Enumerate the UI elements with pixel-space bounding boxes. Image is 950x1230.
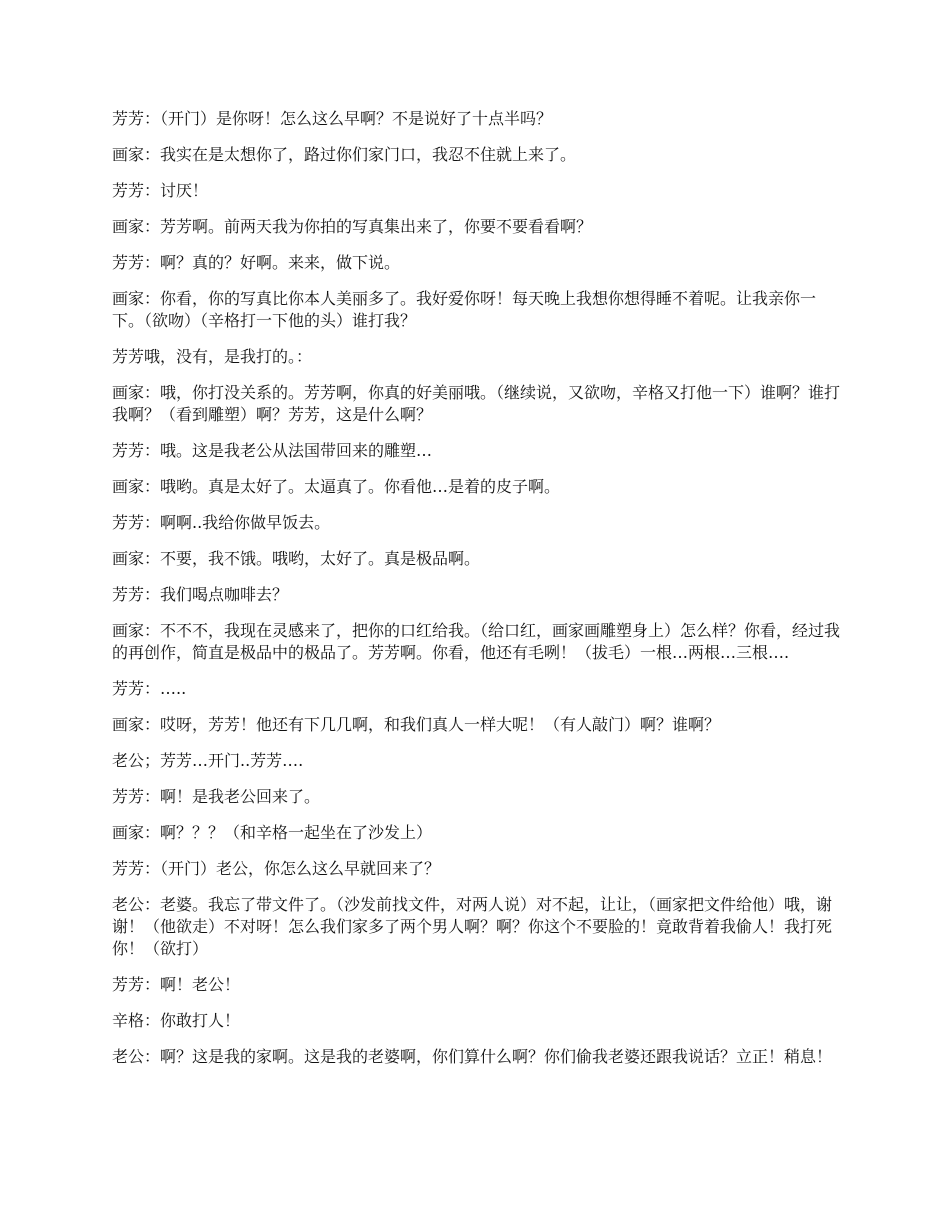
dialogue-line: 画家：哎呀，芳芳！他还有下几几啊，和我们真人一样大呢！（有人敲门）啊？谁啊？ <box>112 715 721 734</box>
dialogue-line: 画家：不不不，我现在灵感来了，把你的口红给我。（给口红，画家画雕塑身上）怎么样？你看，经过我的再创作，简直是极品中的极品了。芳芳啊。你看，他还有毛咧！（拔毛）一根…两根…三根…. <box>112 621 841 662</box>
dialogue-line: 芳芳：讨厌！ <box>112 181 209 200</box>
dialogue-line: 画家：哦，你打没关系的。芳芳啊，你真的好美丽哦。（继续说，又欲吻，辛格又打他一下）谁啊？谁打我啊？（看到雕塑）啊？芳芳，这是什么啊？ <box>112 383 841 424</box>
dialogue-line: 画家：芳芳啊。前两天我为你拍的写真集出来了，你要不要看看啊？ <box>112 217 593 236</box>
document-page <box>112 108 840 1082</box>
dialogue-line: 芳芳：哦。这是我老公从法国带回来的雕塑… <box>112 441 433 460</box>
dialogue-line: 芳芳：啊？真的？好啊。来来，做下说。 <box>112 253 401 272</box>
dialogue-line: 芳芳：（开门）老公，你怎么这么早就回来了？ <box>112 859 441 878</box>
dialogue-line: 芳芳：啊啊..我给你做早饭去。 <box>112 513 331 532</box>
dialogue-line: 辛格：你敢打人！ <box>112 1011 241 1030</box>
dialogue-line: 画家：啊？？？（和辛格一起坐在了沙发上） <box>112 823 433 842</box>
dialogue-line: 画家：哦哟。真是太好了。太逼真了。你看他…是着的皮子啊。 <box>112 477 561 496</box>
dialogue-line: 老公：老婆。我忘了带文件了。（沙发前找文件，对两人说）对不起，让让，（画家把文件给他）哦，谢谢！（他欲走）不对呀！怎么我们家多了两个男人啊？啊？你这个不要脸的！竟敢背着我偷人！我打死你！（欲打） <box>112 895 833 958</box>
dialogue-line: 芳芳：（开门）是你呀！怎么这么早啊？不是说好了十点半吗？ <box>112 109 553 128</box>
dialogue-line: 画家：不要，我不饿。哦哟，太好了。真是极品啊。 <box>112 549 481 568</box>
dialogue-line: 芳芳：….. <box>112 679 187 698</box>
dialogue-line: 画家：你看，你的写真比你本人美丽多了。我好爱你呀！每天晚上我想你想得睡不着呢。让我亲你一下。（欲吻）（辛格打一下他的头）谁打我？ <box>112 289 817 330</box>
dialogue-line: 老公：啊？这是我的家啊。这是我的老婆啊，你们算什么啊？你们偷我老婆还跟我说话？立正！稍息！ <box>112 1047 833 1066</box>
dialogue-line: 芳芳：啊！老公！ <box>112 975 241 994</box>
dialogue-line: 老公；芳芳…开门..芳芳…. <box>112 751 304 770</box>
dialogue-line: 芳芳：啊！是我老公回来了。 <box>112 787 321 806</box>
dialogue-line: 画家：我实在是太想你了，路过你们家门口，我忍不住就上来了。 <box>112 145 577 164</box>
dialogue-line: 芳芳哦，没有，是我打的。： <box>112 347 313 366</box>
dialogue-line: 芳芳：我们喝点咖啡去？ <box>112 585 289 604</box>
